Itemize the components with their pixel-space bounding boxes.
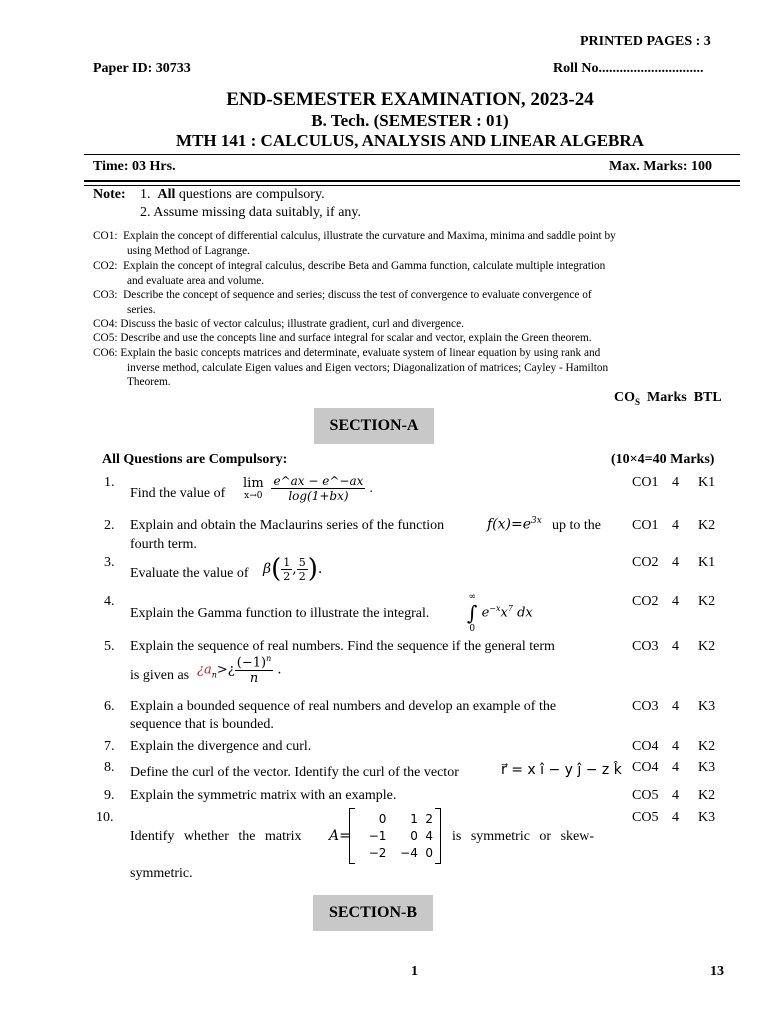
co-1 bbox=[93, 229, 726, 258]
question-10-text-3: symmetric. bbox=[130, 866, 193, 881]
co-text-cont2: Theorem. bbox=[127, 376, 171, 388]
co-2 bbox=[93, 259, 726, 288]
column-headers bbox=[614, 390, 722, 407]
time-allowed: Time: 03 Hrs. bbox=[93, 159, 176, 174]
footer-code: 13 bbox=[710, 964, 724, 979]
co-4 bbox=[93, 317, 726, 332]
question-btl: K2 bbox=[698, 639, 716, 654]
question-co: CO3 bbox=[632, 639, 659, 654]
header-btl: BTL bbox=[693, 390, 722, 405]
co-text-cont: using Method of Lagrange. bbox=[127, 244, 250, 257]
question-marks: 4 bbox=[672, 760, 679, 775]
question-8-text: Define the curl of the vector. Identify the curl of the vector bbox=[130, 765, 459, 780]
question-btl: K1 bbox=[698, 475, 716, 490]
co-text: Describe and use the concepts line and surface integral for scalar and vector, explain the Green theorem. bbox=[120, 332, 592, 344]
question-co: CO1 bbox=[632, 475, 659, 490]
q4-integral: ∞ ∫ 0 $e^{-x}x^7$ dx bbox=[467, 592, 533, 634]
q1-fraction bbox=[271, 474, 365, 503]
q5-sub: n bbox=[211, 670, 217, 680]
co-code: CO1: bbox=[93, 230, 118, 242]
co-text-cont: and evaluate area and volume. bbox=[127, 274, 265, 287]
question-co: CO5 bbox=[632, 788, 659, 803]
q4-e-exp: −x bbox=[489, 604, 501, 614]
question-marks: 4 bbox=[672, 739, 679, 754]
q5-gt: >¿ bbox=[216, 662, 235, 678]
question-btl: K2 bbox=[698, 739, 716, 754]
q1-numerator: e^ax − e^−ax bbox=[273, 474, 364, 488]
co-text: Explain the basic concepts matrices and determinate, evaluate system of linear equation by using rank and bbox=[120, 347, 601, 359]
q10-matrix bbox=[349, 808, 441, 864]
divider-thin bbox=[84, 185, 740, 186]
q3-frac-1 bbox=[281, 556, 292, 583]
co-code: CO6: bbox=[93, 347, 118, 359]
question-co: CO1 bbox=[632, 518, 659, 533]
q5-fraction bbox=[235, 654, 273, 686]
question-co: CO5 bbox=[632, 810, 659, 825]
matrix-cell: −2 bbox=[368, 845, 387, 860]
printed-pages: PRINTED PAGES : 3 bbox=[580, 34, 711, 49]
question-marks: 4 bbox=[672, 475, 679, 490]
question-btl: K3 bbox=[698, 810, 716, 825]
question-btl: K2 bbox=[698, 594, 716, 609]
question-10-text-2: is symmetric or skew- bbox=[452, 829, 595, 844]
note-item-1-bold: All bbox=[157, 187, 176, 202]
question-marks: 4 bbox=[672, 518, 679, 533]
q10-matrix-label: A= bbox=[329, 828, 351, 844]
matrix-cell: 1 bbox=[410, 811, 418, 826]
divider-thick bbox=[84, 180, 740, 182]
section-a-heading: SECTION-A bbox=[314, 408, 434, 444]
q1-lim-sub: x→0 bbox=[244, 491, 263, 501]
program-line: B. Tech. (SEMESTER : 01) bbox=[311, 111, 509, 130]
co-text: Describe the concept of sequence and series; discuss the test of convergence to evaluate convergence of bbox=[123, 289, 592, 301]
co-6 bbox=[93, 346, 726, 390]
q10-matrix-table bbox=[355, 810, 435, 861]
co-text: Discuss the basic of vector calculus; illustrate gradient, curl and divergence. bbox=[120, 318, 464, 330]
section-a-marks: (10×4=40 Marks) bbox=[611, 452, 715, 467]
question-number: 3. bbox=[104, 555, 115, 570]
question-co: CO3 bbox=[632, 699, 659, 714]
co-code: CO2: bbox=[93, 260, 118, 272]
question-5-text-2: is given as bbox=[130, 668, 190, 683]
question-2-text-2: up to the bbox=[552, 518, 601, 533]
q4-dx: dx bbox=[517, 605, 533, 621]
paper-id: Paper ID: 30733 bbox=[93, 61, 191, 76]
matrix-cell: 0 bbox=[378, 811, 387, 826]
matrix-cell: −1 bbox=[368, 828, 387, 843]
matrix-cell: 0 bbox=[425, 845, 433, 860]
q2-exponent: 3x bbox=[531, 516, 542, 526]
question-number: 2. bbox=[104, 518, 115, 533]
matrix-cell: −4 bbox=[400, 845, 418, 860]
header-cos: CO bbox=[614, 390, 635, 405]
note-item-1-text: questions are compulsory. bbox=[175, 187, 325, 202]
q3-frac-2 bbox=[297, 556, 308, 583]
q3-beta-expression: β( $\frac{1}{2}$ , $\frac{5}{2}$ ). bbox=[263, 554, 323, 584]
q4-lower-limit: 0 bbox=[469, 624, 476, 634]
q8-vector: r⃗ = x î − y ĵ − z k̂ bbox=[501, 762, 622, 778]
matrix-cell: 4 bbox=[425, 828, 433, 843]
q4-upper-limit: ∞ bbox=[468, 592, 476, 602]
question-number: 4. bbox=[104, 594, 115, 609]
q1-limit-expression: lim x→0 $\frac{e\^{}ax - e\^{}-ax}{\log(1+bx)}$ . bbox=[243, 474, 374, 503]
question-6-text-2: sequence that is bounded. bbox=[130, 717, 274, 732]
note-label: Note: bbox=[93, 187, 126, 202]
q1-lim: lim bbox=[243, 476, 264, 491]
q5-num: (−1) bbox=[236, 655, 267, 671]
co-3 bbox=[93, 288, 726, 317]
q5-num-exp: n bbox=[266, 654, 272, 663]
question-number: 6. bbox=[104, 699, 115, 714]
q3-n1: 1 bbox=[283, 555, 291, 569]
q3-d2: 2 bbox=[298, 569, 306, 583]
question-btl: K3 bbox=[698, 760, 716, 775]
question-2-text bbox=[130, 518, 444, 534]
question-number: 5. bbox=[104, 639, 115, 654]
q5-den: n bbox=[249, 671, 259, 687]
question-co: CO4 bbox=[632, 760, 659, 775]
q4-x-exp: 7 bbox=[507, 604, 513, 614]
question-10-text: Identify whether the matrix bbox=[130, 829, 302, 844]
roll-no: Roll No.............................. bbox=[553, 61, 704, 76]
question-marks: 4 bbox=[672, 639, 679, 654]
q3-beta: β bbox=[263, 561, 272, 577]
question-marks: 4 bbox=[672, 810, 679, 825]
question-4-text: Explain the Gamma function to illustrate the integral. bbox=[130, 606, 430, 621]
q1-denominator: log(1+bx) bbox=[288, 489, 349, 503]
question-co: CO2 bbox=[632, 594, 659, 609]
question-co: CO2 bbox=[632, 555, 659, 570]
q5-term: ¿a bbox=[197, 662, 212, 678]
co-code: CO3: bbox=[93, 289, 118, 301]
header-cos-sub: S bbox=[635, 396, 641, 407]
question-marks: 4 bbox=[672, 555, 679, 570]
q5-general-term: ¿$a_n>¿$ $\frac{(-1)^n}{n}$ . bbox=[197, 654, 282, 687]
co-text-cont: inverse method, calculate Eigen values and Eigen vectors; Diagonalization of matrices; Cayley - Hamilton bbox=[127, 361, 609, 374]
question-number: 1. bbox=[104, 475, 115, 490]
question-3-text: Evaluate the value of bbox=[130, 566, 249, 581]
section-b-heading: SECTION-B bbox=[313, 895, 433, 931]
question-number: 9. bbox=[104, 788, 115, 803]
question-number: 8. bbox=[104, 760, 115, 775]
section-a-instruction: All Questions are Compulsory: bbox=[102, 452, 288, 467]
note-item-1-num: 1. bbox=[140, 187, 151, 202]
divider-top bbox=[84, 154, 740, 155]
co-text: Explain the concept of integral calculus, describe Beta and Gamma function, calculate multiple integration bbox=[123, 260, 606, 272]
question-marks: 4 bbox=[672, 699, 679, 714]
question-marks: 4 bbox=[672, 594, 679, 609]
q4-x: x bbox=[500, 605, 508, 621]
question-btl: K2 bbox=[698, 518, 716, 533]
question-number: 10. bbox=[96, 810, 114, 825]
question-text: Find the value of bbox=[130, 486, 226, 501]
question-5-text: Explain the sequence of real numbers. Find the sequence if the general term bbox=[130, 639, 555, 654]
course-title: MTH 141 : CALCULUS, ANALYSIS AND LINEAR ALGEBRA bbox=[176, 131, 644, 150]
question-btl: K3 bbox=[698, 699, 716, 714]
co-code: CO5: bbox=[93, 332, 118, 344]
question-6-text: Explain a bounded sequence of real numbers and develop an example of the bbox=[130, 699, 557, 714]
q3-d1: 2 bbox=[283, 569, 291, 583]
co-5 bbox=[93, 331, 726, 346]
question-7-text: Explain the divergence and curl. bbox=[130, 739, 312, 754]
co-text: Explain the concept of differential calculus, illustrate the curvature and Maxima, minima and saddle point by bbox=[123, 230, 616, 242]
question-text: Explain and obtain the Maclaurins series of the function bbox=[130, 518, 445, 533]
note-item-1 bbox=[140, 187, 325, 203]
q4-e: e bbox=[481, 605, 490, 621]
matrix-cell: 2 bbox=[425, 811, 433, 826]
question-co: CO4 bbox=[632, 739, 659, 754]
co-code: CO4: bbox=[93, 318, 118, 330]
question-2-text-3: fourth term. bbox=[130, 537, 197, 552]
q3-n2: 5 bbox=[298, 555, 306, 569]
question-9-text: Explain the symmetric matrix with an example. bbox=[130, 788, 397, 803]
note-item-2: 2. Assume missing data suitably, if any. bbox=[140, 205, 361, 220]
page-number: 1 bbox=[411, 964, 418, 979]
matrix-cell: 0 bbox=[410, 828, 418, 843]
header-marks: Marks bbox=[647, 390, 687, 405]
max-marks: Max. Marks: 100 bbox=[609, 159, 713, 174]
question-btl: K2 bbox=[698, 788, 716, 803]
question-number: 7. bbox=[104, 739, 115, 754]
co-text-cont: series. bbox=[127, 303, 156, 316]
question-marks: 4 bbox=[672, 788, 679, 803]
question-btl: K1 bbox=[698, 555, 716, 570]
q2-function bbox=[487, 516, 542, 533]
exam-title: END-SEMESTER EXAMINATION, 2023-24 bbox=[226, 89, 594, 110]
q2-fx: f(x)=e bbox=[487, 516, 532, 533]
